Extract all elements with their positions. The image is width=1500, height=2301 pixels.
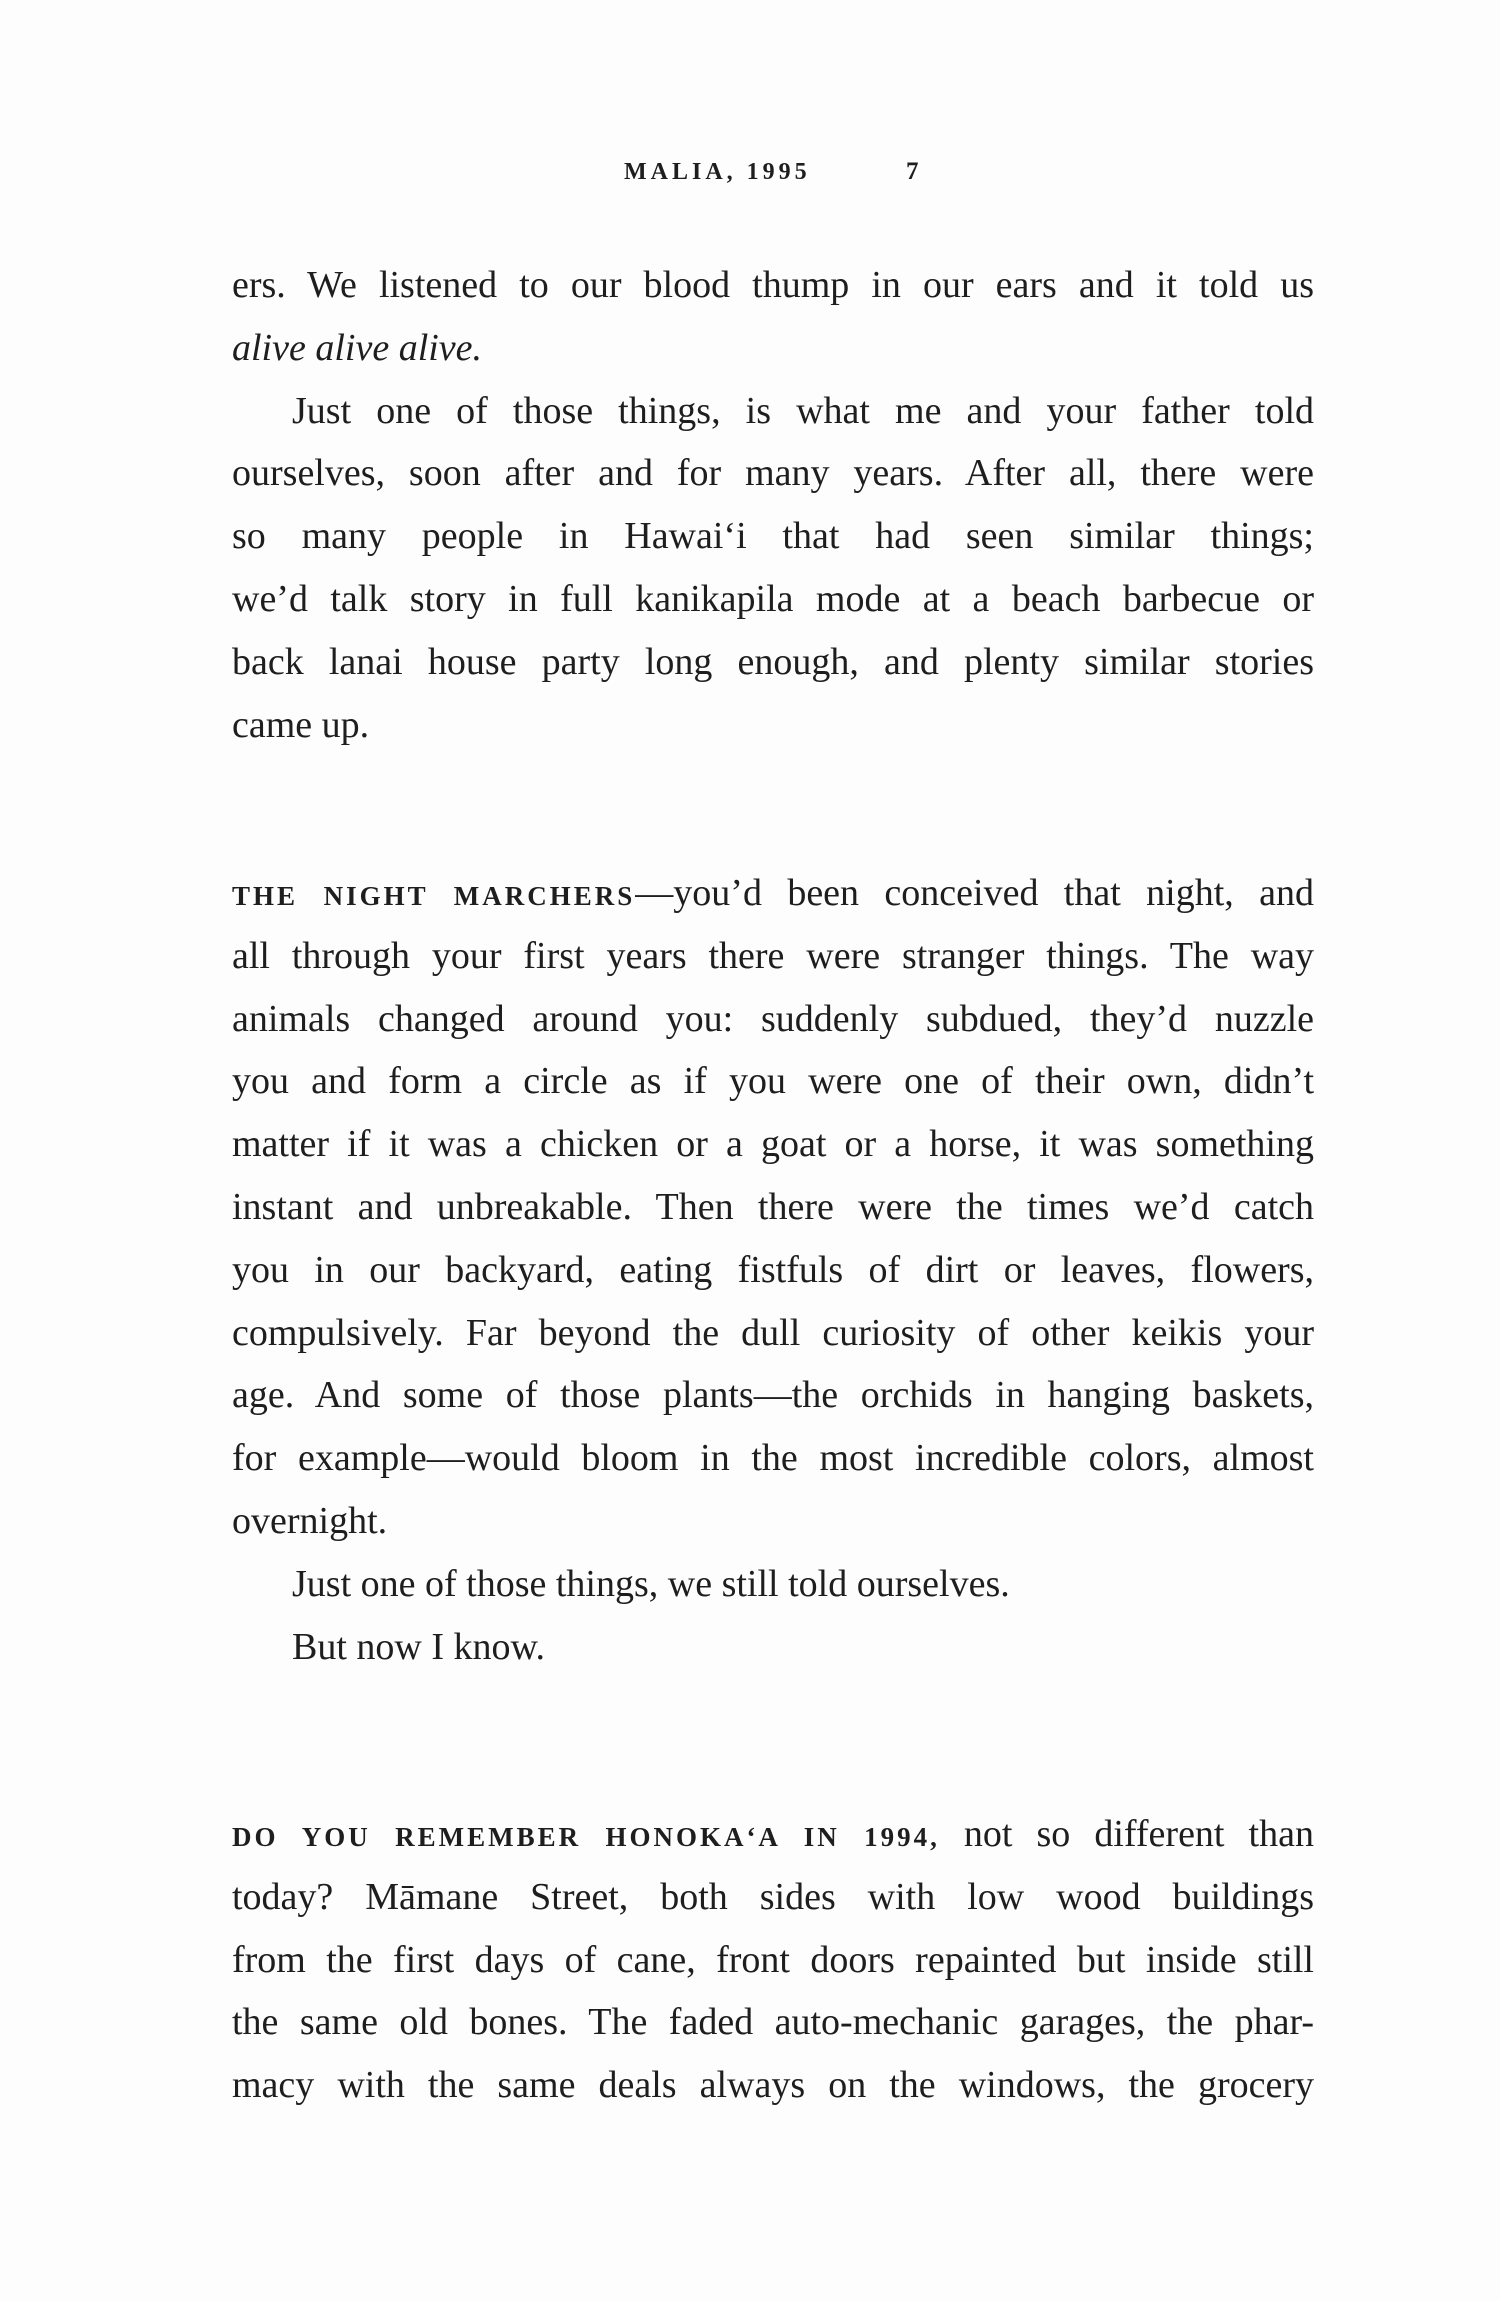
text-line xyxy=(232,862,1314,925)
text-line: back lanai house party long enough, and plenty similar stories xyxy=(232,640,1314,683)
text-line: you in our backyard, eating fistfuls of dirt or leaves, flowers, xyxy=(232,1248,1314,1291)
text-line: matter if it was a chicken or a goat or a horse, it was something xyxy=(232,1123,1314,1166)
text-line: came up. xyxy=(232,703,370,746)
text-line: macy with the same deals always on the windows, the grocery xyxy=(232,2064,1314,2107)
section-3-text xyxy=(232,1803,1314,2117)
text-line-rest: —you’d been conceived that night, and xyxy=(635,872,1314,914)
text-line: Just one of those things, is what me and your father told xyxy=(292,389,1314,432)
text-line: all through your first years there were stranger things. The way xyxy=(232,934,1314,977)
section-1-text xyxy=(232,254,1314,756)
text-line: ers. We listened to our blood thump in our ears and it told us xyxy=(232,264,1314,306)
text-line: ourselves, soon after and for many years. After all, there were xyxy=(232,452,1314,495)
chapter-title: MALIA, 1995 xyxy=(624,159,811,185)
text-line: we’d talk story in full kanikapila mode at a beach barbecue or xyxy=(232,577,1314,620)
running-head xyxy=(0,152,1500,192)
italic-text: alive alive alive. xyxy=(232,326,483,369)
text-line: you and form a circle as if you were one of their own, didn’t xyxy=(232,1060,1314,1103)
text-line xyxy=(232,1803,1314,1866)
text-line: today? Māmane Street, both sides with low wood buildings xyxy=(232,1875,1314,1918)
text-line: instant and unbreakable. Then there were the times we’d catch xyxy=(232,1185,1314,1228)
text-line: compulsively. Far beyond the dull curiosity of other keikis your xyxy=(232,1311,1314,1354)
text-line: Just one of those things, we still told ourselves. xyxy=(292,1562,1010,1605)
text-line: animals changed around you: suddenly subdued, they’d nuzzle xyxy=(232,997,1314,1040)
text-line-rest: not so different than xyxy=(939,1813,1314,1855)
text-line xyxy=(232,317,1314,380)
text-line: so many people in Hawaiʻi that had seen similar things; xyxy=(232,515,1314,558)
section-lead-in: DO YOU REMEMBER HONOKAʻA IN 1994, xyxy=(232,1822,940,1852)
text-line: from the first days of cane, front doors repainted but inside still xyxy=(232,1938,1314,1981)
text-line: the same old bones. The faded auto-mechanic garages, the phar- xyxy=(232,2001,1314,2044)
page-number: 7 xyxy=(906,158,919,185)
text-line: for example—would bloom in the most incredible colors, almost xyxy=(232,1437,1314,1480)
text-line: age. And some of those plants—the orchids in hanging baskets, xyxy=(232,1374,1314,1417)
section-lead-in: THE NIGHT MARCHERS xyxy=(232,881,636,911)
section-2-text xyxy=(232,862,1314,1678)
text-line: But now I know. xyxy=(292,1625,545,1668)
text-line: overnight. xyxy=(232,1499,388,1542)
